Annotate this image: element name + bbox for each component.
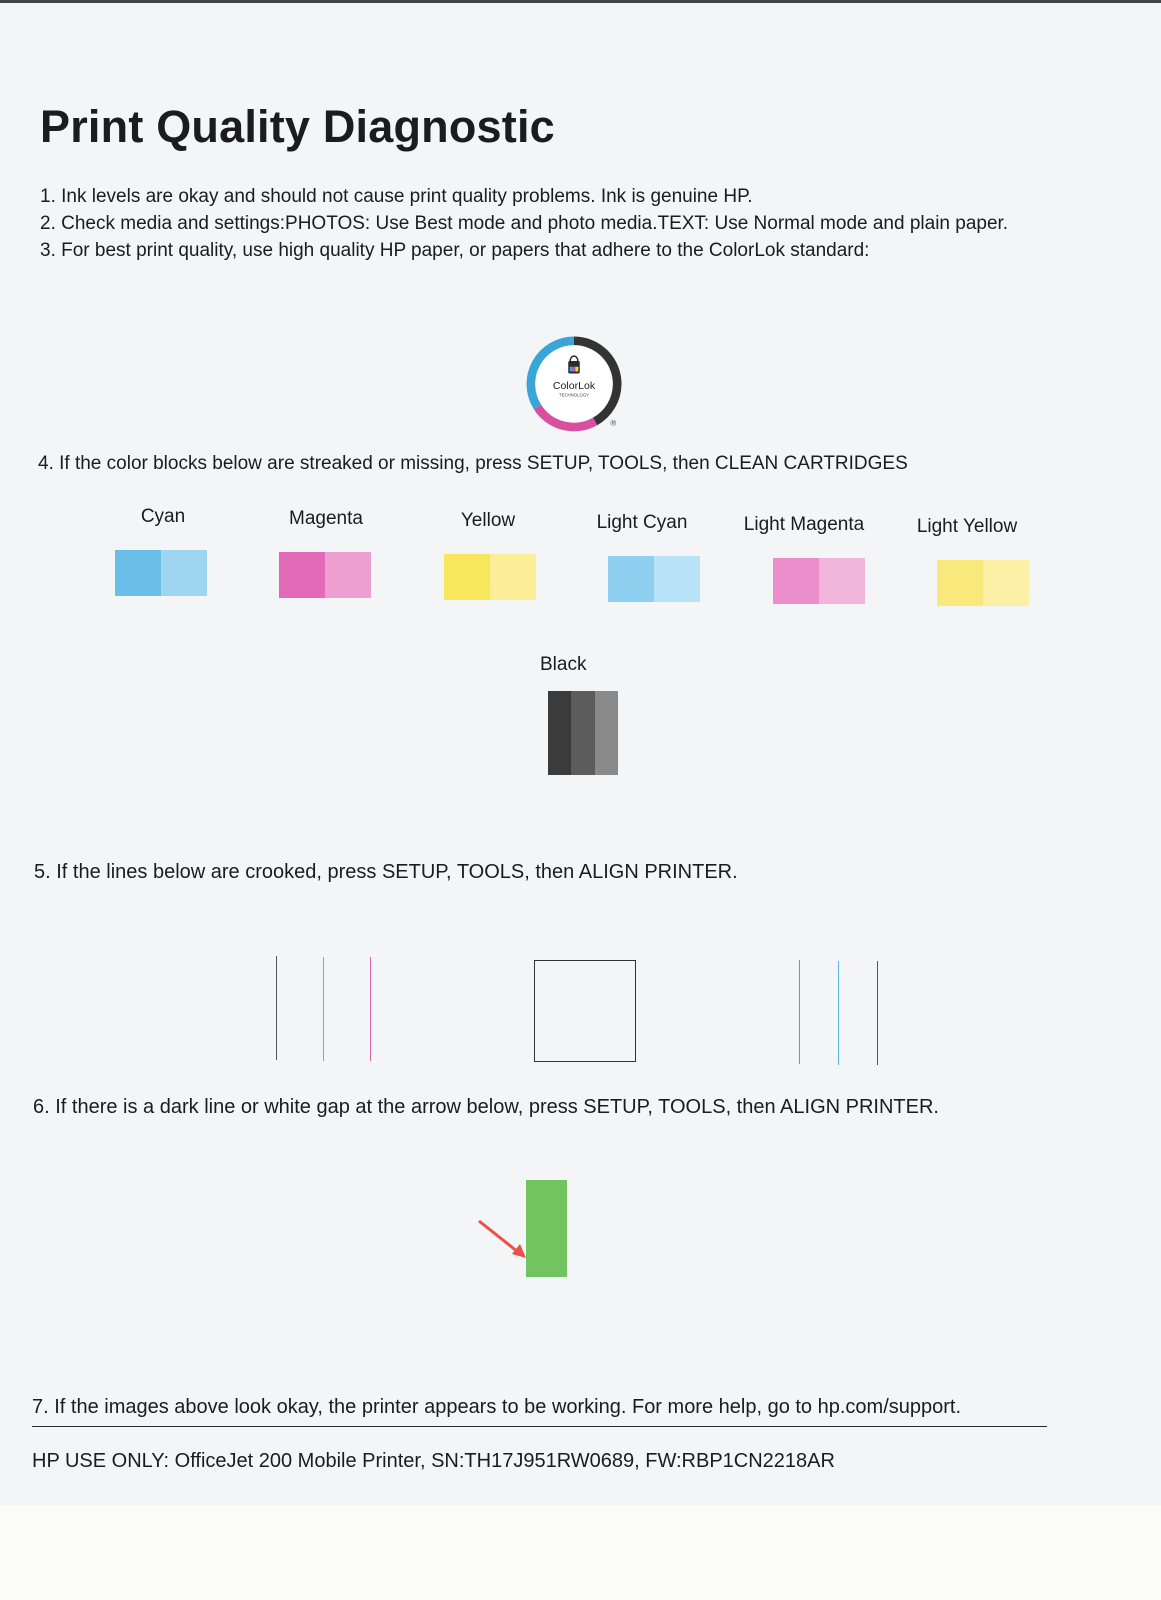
align-line-magenta-1 [370, 957, 371, 1061]
swatch-label-light-cyan: Light Cyan [596, 512, 688, 533]
colorlok-logo-brand: ColorLok [552, 379, 596, 392]
colorlok-logo [526, 336, 622, 432]
swatch-label-light-magenta: Light Magenta [743, 514, 865, 535]
align-line-magenta-2 [799, 960, 800, 1064]
swatch-label-black: Black [540, 654, 587, 675]
swatch-light-yellow [937, 560, 1029, 606]
step-6-text: 6. If there is a dark line or white gap at the arrow below, press SETUP, TOOLS, then ALIGN PRINTER. [33, 1096, 939, 1118]
step-7-underline [32, 1426, 1047, 1427]
swatch-light-cyan [608, 556, 700, 602]
step-3-text: 3. For best print quality, use high quality HP paper, or papers that adhere to the ColorLok standard: [40, 240, 870, 261]
swatch-black [548, 691, 618, 775]
swatch-light-magenta [773, 558, 865, 604]
instruction-list [40, 183, 1008, 264]
swatch-yellow [444, 554, 536, 600]
gap-check-block [526, 1180, 567, 1277]
step-4-text: 4. If the color blocks below are streaked or missing, press SETUP, TOOLS, then CLEAN CARTRIDGES [38, 453, 908, 474]
align-line-cyan-1 [323, 957, 324, 1061]
align-line-black-1 [276, 956, 277, 1060]
swatch-magenta [279, 552, 371, 598]
align-line-black-2 [877, 961, 878, 1065]
step-2-text: 2. Check media and settings:PHOTOS: Use Best mode and photo media.TEXT: Use Normal mode and plain paper. [40, 213, 1009, 234]
step-5-text: 5. If the lines below are crooked, press SETUP, TOOLS, then ALIGN PRINTER. [34, 861, 738, 883]
swatch-label-cyan: Cyan [140, 506, 186, 527]
arrow-icon [476, 1218, 528, 1260]
swatch-cyan-light [161, 550, 207, 596]
svg-text:®: ® [610, 418, 617, 428]
swatch-label-magenta: Magenta [289, 508, 363, 529]
alignment-square [534, 960, 636, 1062]
swatch-label-yellow: Yellow [460, 510, 516, 531]
page-margin [0, 1505, 1161, 1600]
swatch-cyan [115, 550, 207, 596]
align-line-cyan-2 [838, 961, 839, 1065]
svg-text:TECHNOLOGY: TECHNOLOGY [558, 392, 590, 398]
step-7-text: 7. If the images above look okay, the printer appears to be working. For more help, go to hp.com/support. [32, 1396, 962, 1418]
hp-use-only-text: HP USE ONLY: OfficeJet 200 Mobile Printer, SN:TH17J951RW0689, FW:RBP1CN2218AR [32, 1450, 835, 1472]
page-title: Print Quality Diagnostic [40, 101, 555, 152]
swatch-label-light-yellow: Light Yellow [916, 516, 1018, 537]
swatch-cyan-dark [115, 550, 161, 596]
step-1-text: 1. Ink levels are okay and should not cause print quality problems. Ink is genuine HP. [40, 186, 753, 207]
